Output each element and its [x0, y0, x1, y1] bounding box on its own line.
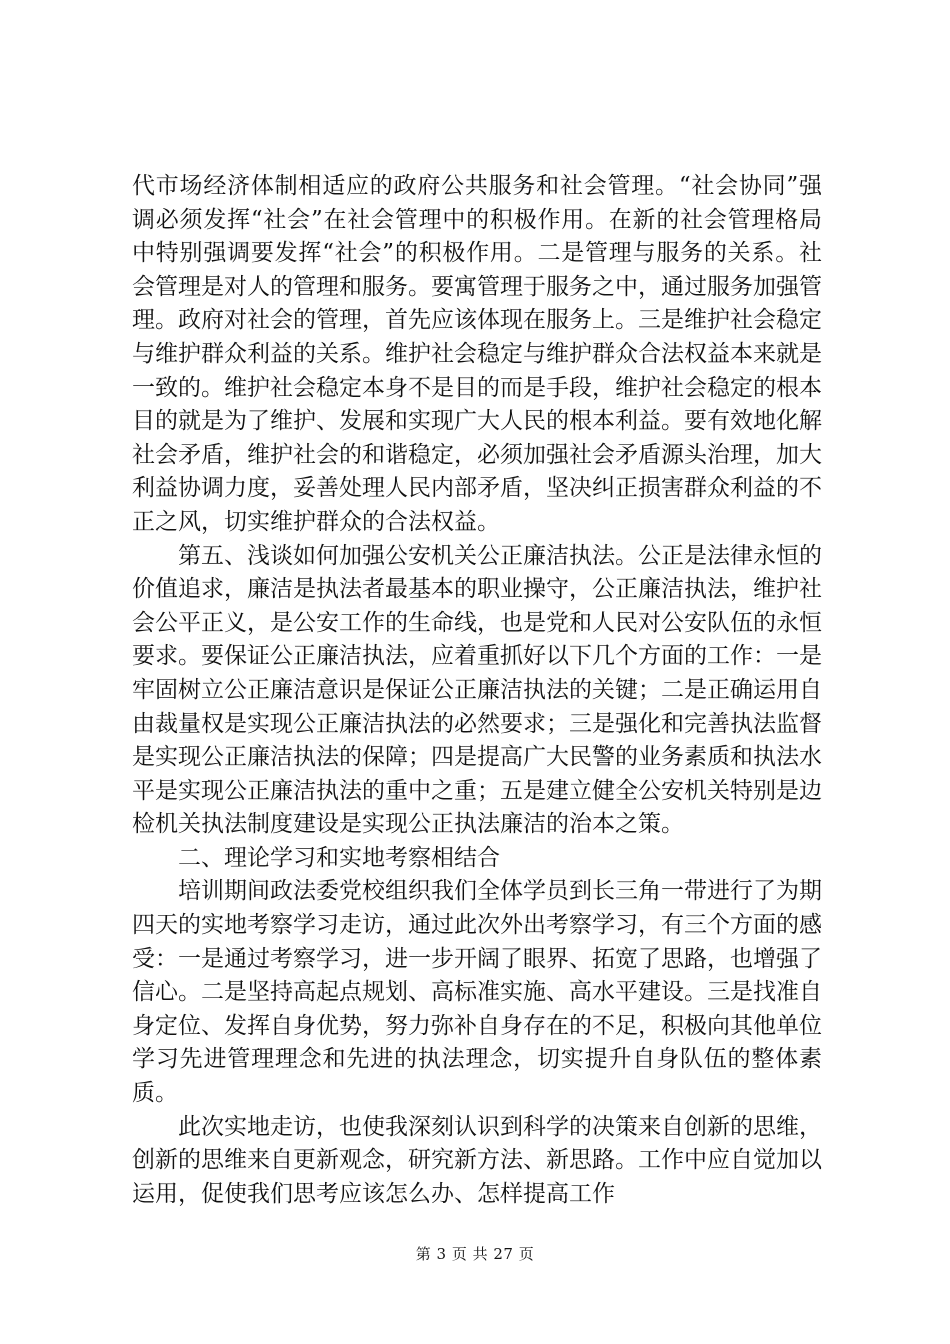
page-number-footer: 第 3 页 共 27 页 [415, 1245, 535, 1263]
paragraph-fair-law-enforcement: 第五、浅谈如何加强公安机关公正廉洁执法。公正是法律永恒的价值追求，廉洁是执法者最基本的职业操守，公正廉洁执法，维护社会公平正义，是公安工作的生命线，也是党和人民对公安队伍的永恒要求。要保证公正廉洁执法，应着重抓好以下几个方面的工作：一是牢固树立公正廉洁意识是保证公正廉洁执法的关键；二是正确运用自由裁量权是实现公正廉洁执法的必然要求；三是强化和完善执法监督是实现公正廉洁执法的保障；四是提高广大民警的业务素质和执法水平是实现公正廉洁执法的重中之重；五是建立健全公安机关特别是边检机关执法制度建设是实现公正执法廉洁的治本之策。 [132, 542, 822, 838]
section-heading: 二、理论学习和实地考察相结合 [178, 844, 500, 871]
paragraph-field-study: 培训期间政法委党校组织我们全体学员到长三角一带进行了为期四天的实地考察学习走访，通过此次外出考察学习，有三个方面的感受：一是通过考察学习，进一步开阔了眼界、拓宽了思路，也增强了信心。二是坚持高起点规划、高标准实施、高水平建设。三是找准自身定位、发挥自身优势，努力弥补自身存在的不足，积极向其他单位学习先进管理理念和先进的执法理念，切实提升自身队伍的整体素质。 [132, 878, 822, 1107]
body-text [132, 170, 822, 1211]
paragraph-reflection: 此次实地走访，也使我深刻认识到科学的决策来自创新的思维，创新的思维来自更新观念，研究新方法、新思路。工作中应自觉加以运用，促使我们思考应该怎么办、怎样提高工作 [132, 1113, 822, 1207]
paragraph-continued: 代市场经济体制相适应的政府公共服务和社会管理。“社会协同”强调必须发挥“社会”在社会管理中的积极作用。在新的社会管理格局中特别强调要发挥“社会”的积极作用。二是管理与服务的关系。社会管理是对人的管理和服务。要寓管理于服务之中，通过服务加强管理。政府对社会的管理，首先应该体现在服务上。三是维护社会稳定与维护群众利益的关系。维护社会稳定与维护群众合法权益本来就是一致的。维护社会稳定本身不是目的而是手段，维护社会稳定的根本目的就是为了维护、发展和实现广大人民的根本利益。要有效地化解社会矛盾，维护社会的和谐稳定，必须加强社会矛盾源头治理，加大利益协调力度，妥善处理人民内部矛盾，坚决纠正损害群众利益的不正之风，切实维护群众的合法权益。 [132, 173, 822, 535]
